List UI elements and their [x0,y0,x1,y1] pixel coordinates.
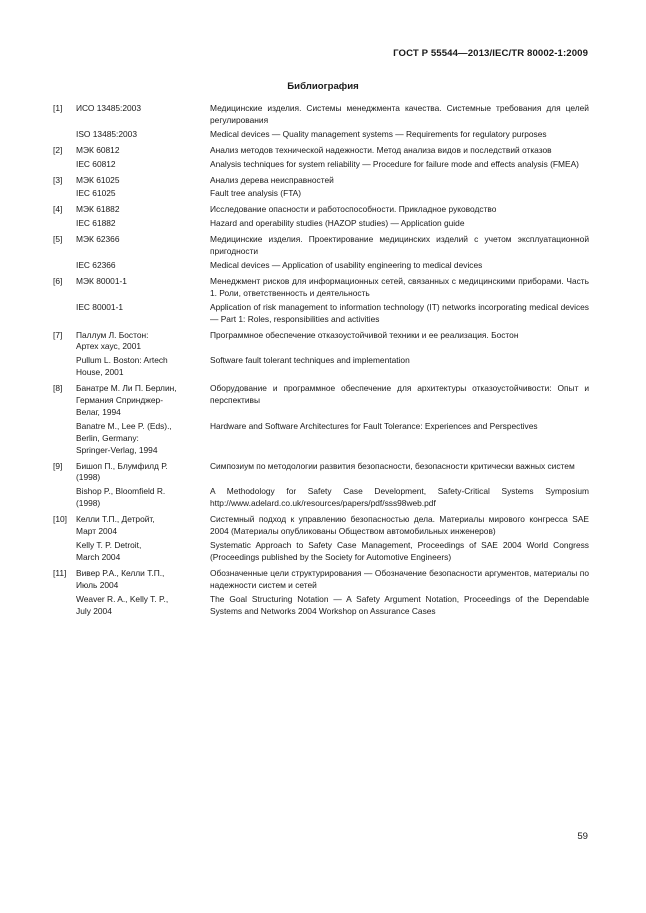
entry-source [76,355,210,379]
entry-source-line: Berlin, Germany: [76,432,139,443]
entry-number: [7] [53,329,63,340]
entry-source [76,159,210,171]
entry-number: [11] [53,567,67,578]
entry-description: Analysis techniques for system reliability — Procedure for failure mode and effects analysis (FMEA) [210,158,579,169]
entry-description: The Goal Structuring Notation — A Safety Argument Notation, Proceedings of the Dependable Systems and Networks 2004 Workshop on Assurance Cases [210,593,589,616]
bibliography-list [53,103,589,617]
entry-source-line: Март 2004 [76,526,117,537]
entry-source [76,175,210,187]
bibliography-entry [53,234,589,272]
entry-source-line: Вивер Р.А., Келли Т.П., [76,567,165,578]
entry-source [76,540,210,564]
bibliography-entry [53,204,589,230]
entry-source-line: IEC 80001-1 [76,301,124,312]
document-header: ГОСТ Р 55544—2013/IEC/TR 80002-1:2009 [393,48,588,59]
entry-number: [8] [53,383,63,394]
bibliography-row [53,383,589,419]
bibliography-row [53,188,589,200]
entry-description: Программное обеспечение отказоустойчивой техники и ее реализация. Бостон [210,329,519,340]
entry-description: Исследование опасности и работоспособности. Прикладное руководство [210,204,497,215]
entry-number [53,302,76,326]
bibliography-row [53,514,589,538]
bibliography-row [53,540,589,564]
entry-source-line: Банатре М. Ли П. Берлин, [76,383,177,394]
entry-number: [2] [53,144,63,155]
bibliography-row [53,330,589,354]
entry-description: A Methodology for Safety Case Development, Safety-Critical Systems Symposium http://www.adelard.co.uk/resources/papers/pdf/sss98web.pdf [210,486,589,509]
bibliography-row [53,568,589,592]
entry-source-line: МЭК 60812 [76,144,120,155]
entry-source-line: IEC 61025 [76,188,116,199]
bibliography-row [53,461,589,485]
bibliography-entry [53,514,589,564]
bibliography-row [53,486,589,510]
bibliography-row [53,218,589,230]
entry-source-line: IEC 61882 [76,218,116,229]
bibliography-row [53,159,589,171]
entry-source-line: МЭК 61025 [76,174,120,185]
entry-source [76,330,210,354]
entry-number [53,218,76,230]
entry-source-line: (1998) [76,498,101,509]
page-title: Библиография [287,81,359,92]
entry-number: [6] [53,275,63,286]
entry-description: Оборудование и программное обеспечение для архитектуры отказоустойчивости: Опыт и перспективы [210,383,589,406]
bibliography-row [53,175,589,187]
entry-source-line: Weaver R. A., Kelly T. P., [76,593,169,604]
bibliography-entry [53,330,589,380]
entry-description: Application of risk management to information technology (IT) networks incorporating medical devices — Part 1: Roles, responsibilities and activities [210,301,589,324]
entry-source-line: Германия Спринджер- [76,395,164,406]
entry-source-line: ISO 13485:2003 [76,128,138,139]
bibliography-row [53,276,589,300]
entry-source-line: (1998) [76,472,101,483]
bibliography-row [53,204,589,216]
entry-source-line: МЭК 61882 [76,204,120,215]
entry-source [76,302,210,326]
entry-description: Hazard and operability studies (HAZOP studies) — Application guide [210,218,465,229]
entry-source-line: Артех хаус, 2001 [76,341,142,352]
entry-source [76,145,210,157]
entry-source-line: Келли Т.П., Детройт, [76,514,155,525]
entry-source [76,129,210,141]
entry-number [53,486,76,510]
bibliography-entry [53,145,589,171]
bibliography-row [53,129,589,141]
entry-source [76,461,210,485]
entry-source-line: Springer-Verlag, 1994 [76,444,158,455]
entry-source [76,234,210,258]
entry-source [76,276,210,300]
entry-source [76,594,210,618]
entry-description: Медицинские изделия. Системы менеджмента качества. Системные требования для целей регулирования [210,103,589,125]
entry-source [76,218,210,230]
entry-source-line: ИСО 13485:2003 [76,103,141,113]
bibliography-entry [53,568,589,618]
bibliography-row [53,145,589,157]
entry-source-line: July 2004 [76,605,112,616]
bibliography-row [53,594,589,618]
entry-number [53,421,76,457]
entry-source [76,260,210,272]
entry-description: Fault tree analysis (FTA) [210,188,302,199]
entry-source [76,486,210,510]
entry-source-line: Июль 2004 [76,579,119,590]
entry-number [53,355,76,379]
entry-source [76,514,210,538]
entry-number [53,594,76,618]
entry-description: Systematic Approach to Safety Case Management, Proceedings of SAE 2004 World Congress (Proceedings published by the Society for Automotive Engineers) [210,540,589,562]
entry-source [76,568,210,592]
page-number: 59 [577,831,588,842]
bibliography-entry [53,103,589,141]
bibliography-row [53,103,589,127]
entry-number: [1] [53,103,63,113]
bibliography-row [53,355,589,379]
entry-source-line: МЭК 80001-1 [76,275,127,286]
entry-description: Анализ методов технической надежности. Метод анализа видов и последствий отказов [210,144,552,155]
entry-source-line: IEC 62366 [76,259,116,270]
bibliography-row [53,234,589,258]
entry-source-line: Pullum L. Boston: Artech [76,355,168,366]
entry-source-line: House, 2001 [76,367,124,378]
entry-description: Hardware and Software Architectures for Fault Tolerance: Experiences and Perspectives [210,420,538,431]
entry-source-line: Паллум Л. Бостон: [76,329,149,340]
bibliography-row [53,421,589,457]
entry-number [53,159,76,171]
entry-source [76,188,210,200]
entry-source-line: Велаг, 1994 [76,406,121,417]
entry-source-line: IEC 60812 [76,158,116,169]
entry-source [76,204,210,216]
entry-description: Medical devices — Quality management systems — Requirements for regulatory purposes [210,128,547,139]
bibliography-row [53,302,589,326]
entry-source-line: Kelly T. P. Detroit, [76,540,142,550]
bibliography-entry [53,276,589,326]
bibliography-entry [53,175,589,201]
entry-number: [9] [53,460,63,471]
entry-number: [10] [53,514,67,525]
bibliography-row [53,260,589,272]
entry-number [53,260,76,272]
entry-number: [3] [53,174,63,185]
bibliography-entry [53,383,589,456]
entry-number [53,540,76,564]
entry-description: Медицинские изделия. Проектирование медицинских изделий с учетом эксплуатационной пригодности [210,234,589,257]
entry-description: Software fault tolerant techniques and implementation [210,355,410,366]
entry-source-line: Bishop P., Bloomfield R. [76,486,166,497]
entry-number [53,129,76,141]
entry-number: [5] [53,234,63,245]
entry-source-line: Бишоп П., Блумфилд Р. [76,460,168,471]
bibliography-entry [53,461,589,511]
entry-description: Менеджмент рисков для информационных сетей, связанных с медицинскими приборами. Часть 1. Роли, ответственность и деятельность [210,275,589,298]
entry-source [76,103,210,127]
entry-description: Симпозиум по методологии развития безопасности, безопасности критически важных систем [210,460,575,471]
entry-description: Системный подход к управлению безопасностью дела. Материалы мирового конгресса SAE 2004 (Материалы опубликованы Обществом автомобильных инженеров) [210,514,589,537]
entry-description: Обозначенные цели структурирования — Обозначение безопасности аргументов, материалы по надежности систем и сетей [210,567,589,590]
entry-source-line: March 2004 [76,551,121,562]
entry-source-line: МЭК 62366 [76,234,120,245]
entry-source-line: Banatre M., Lee P. (Eds)., [76,420,172,431]
entry-number [53,188,76,200]
entry-source [76,421,210,457]
entry-description: Анализ дерева неисправностей [210,174,334,185]
entry-description: Medical devices — Application of usability engineering to medical devices [210,259,483,270]
entry-number: [4] [53,204,63,215]
entry-source [76,383,210,419]
